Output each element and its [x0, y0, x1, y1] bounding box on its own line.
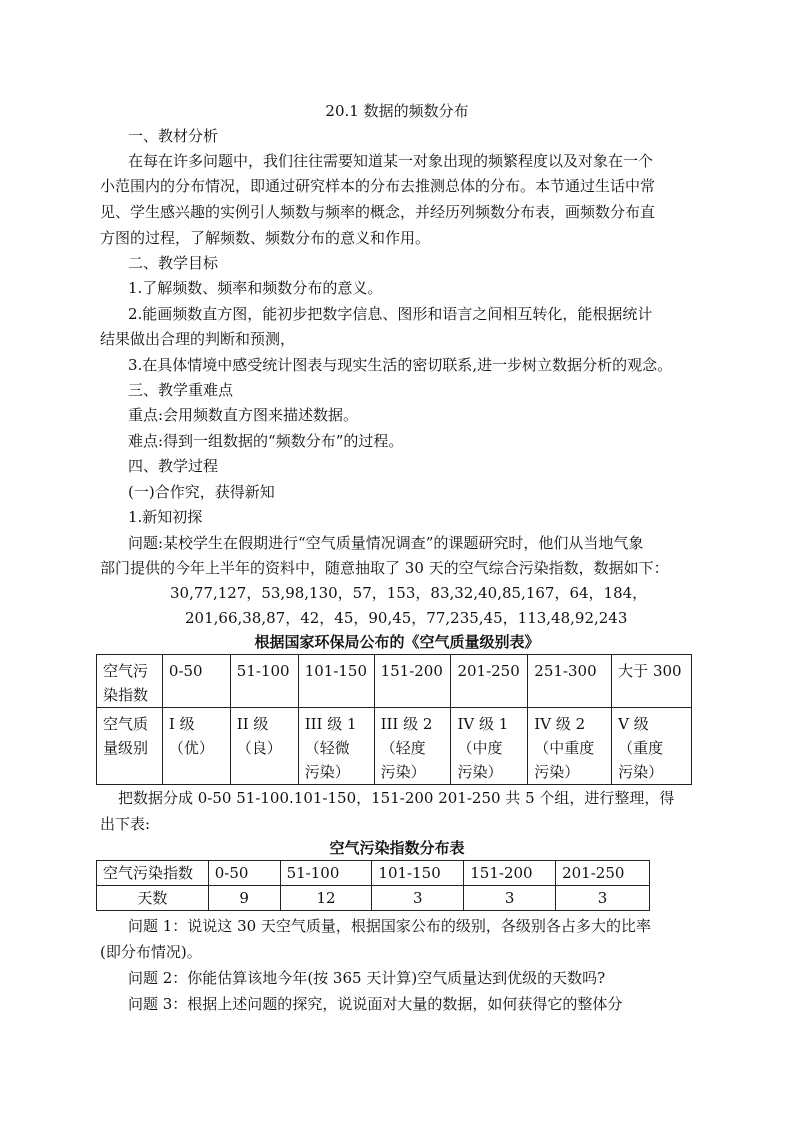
page-title: 20.1 数据的频数分布 — [325, 102, 469, 120]
table-cell: 251-300 — [528, 655, 612, 708]
table-cell: 51-100 — [230, 655, 298, 708]
key-point: 重点:会用频数直方图来描述数据。 — [128, 406, 359, 424]
table-header-cell: 151-200 — [464, 861, 556, 886]
distribution-table-title: 空气污染指数分布表 — [329, 839, 465, 857]
subsection-heading: 1.新知初探 — [128, 508, 203, 526]
table-cell: 0-50 — [162, 655, 230, 708]
question-3: 问题 3：根据上述问题的探究，说说面对大量的数据，如何获得它的整体分 — [128, 995, 623, 1013]
data-line: 30,77,127，53,98,130，57，153，83,32,40,85,167，64，184， — [170, 584, 648, 602]
table-header-cell: 空气污染指数 — [97, 861, 209, 886]
difficult-point: 难点:得到一组数据的“频数分布”的过程。 — [128, 432, 404, 450]
table-cell: 9 — [208, 886, 280, 911]
pollution-distribution-table — [96, 860, 650, 911]
problem-text: 部门提供的今年上半年的资料中，随意抽取了 30 天的空气综合污染指数，数据如下： — [100, 559, 669, 577]
table-header-cell: 101-150 — [372, 861, 464, 886]
section-heading-teaching-goals: 二、教学目标 — [128, 254, 219, 272]
paragraph-line: 方图的过程，了解频数、频数分布的意义和作用。 — [100, 229, 431, 247]
question-2: 问题 2：你能估算该地今年(按 365 天计算)空气质量达到优级的天数吗? — [128, 969, 606, 987]
table-cell: 151-200 — [374, 655, 451, 708]
table-cell: III 级 1 （轻微 污染） — [298, 708, 374, 785]
data-line: 201,66,38,87，42，45，90,45，77,235,45，113,48,92,243 — [185, 609, 628, 627]
table-cell: 3 — [464, 886, 556, 911]
subsection-heading: (一)合作究，获得新知 — [128, 483, 275, 501]
table-cell: 3 — [556, 886, 650, 911]
table-cell: 12 — [280, 886, 372, 911]
problem-text: 问题:某校学生在假期进行“空气质量情况调查”的课题研究时，他们从当地气象 — [128, 534, 644, 552]
section-heading-textbook-analysis: 一、教材分析 — [128, 127, 219, 145]
question-1: 问题 1：说说这 30 天空气质量，根据国家公布的级别，各级别各占多大的比率 — [128, 917, 651, 935]
question-1: (即分布情况)。 — [100, 943, 202, 961]
table-row-label: 天数 — [97, 886, 209, 911]
table-cell: 101-150 — [298, 655, 374, 708]
table-cell: III 级 2 （轻度 污染） — [374, 708, 451, 785]
table-cell: V 级 （重度 污染） — [612, 708, 692, 785]
paragraph-line: 在每在许多问题中，我们往往需要知道某一对象出现的频繁程度以及对象在一个 — [128, 152, 654, 170]
air-quality-grade-table — [96, 654, 692, 785]
table-cell: I 级 （优） — [162, 708, 230, 785]
paragraph-line: 小范围内的分布情况，即通过研究样本的分布去推测总体的分布。本节通过生话中常 — [100, 177, 656, 195]
table-cell: 3 — [372, 886, 464, 911]
table-cell: 201-250 — [451, 655, 528, 708]
table-header-cell: 51-100 — [280, 861, 372, 886]
table-cell: 空气污 染指数 — [97, 655, 163, 708]
table-cell: 空气质 量级别 — [97, 708, 163, 785]
goal-item: 3.在具体情境中感受统计图表与现实生活的密切联系,进一步树立数据分析的观念。 — [128, 356, 673, 374]
table-cell: IV 级 2 （中重度 污染） — [528, 708, 612, 785]
table-cell: 大于 300 — [612, 655, 692, 708]
table-header-cell: 0-50 — [208, 861, 280, 886]
goal-item: 2.能画频数直方图，能初步把数字信息、图形和语言之间相互转化，能根据统计 — [128, 305, 653, 323]
grade-table-title: 根据国家环保局公布的《空气质量级别表》 — [254, 633, 540, 651]
table-header-cell: 201-250 — [556, 861, 650, 886]
paragraph-line: 见、学生感兴趣的实例引人频数与频率的概念，并经历列频数分布表，画频数分布直 — [100, 203, 656, 221]
goal-item: 1.了解频数、频率和频数分布的意义。 — [128, 279, 383, 297]
table-cell: IV 级 1 （中度 污染） — [451, 708, 528, 785]
section-heading-key-points: 三、教学重难点 — [128, 381, 234, 399]
grouping-text: 出下表: — [100, 815, 151, 833]
table-cell: II 级 （良） — [230, 708, 298, 785]
section-heading-teaching-process: 四、教学过程 — [128, 457, 219, 475]
grouping-text: 把数据分成 0-50 51-100.101-150，151-200 201-250 共 5 个组，进行整理，得 — [118, 789, 675, 807]
goal-item: 结果做出合理的判断和预测， — [100, 330, 296, 348]
